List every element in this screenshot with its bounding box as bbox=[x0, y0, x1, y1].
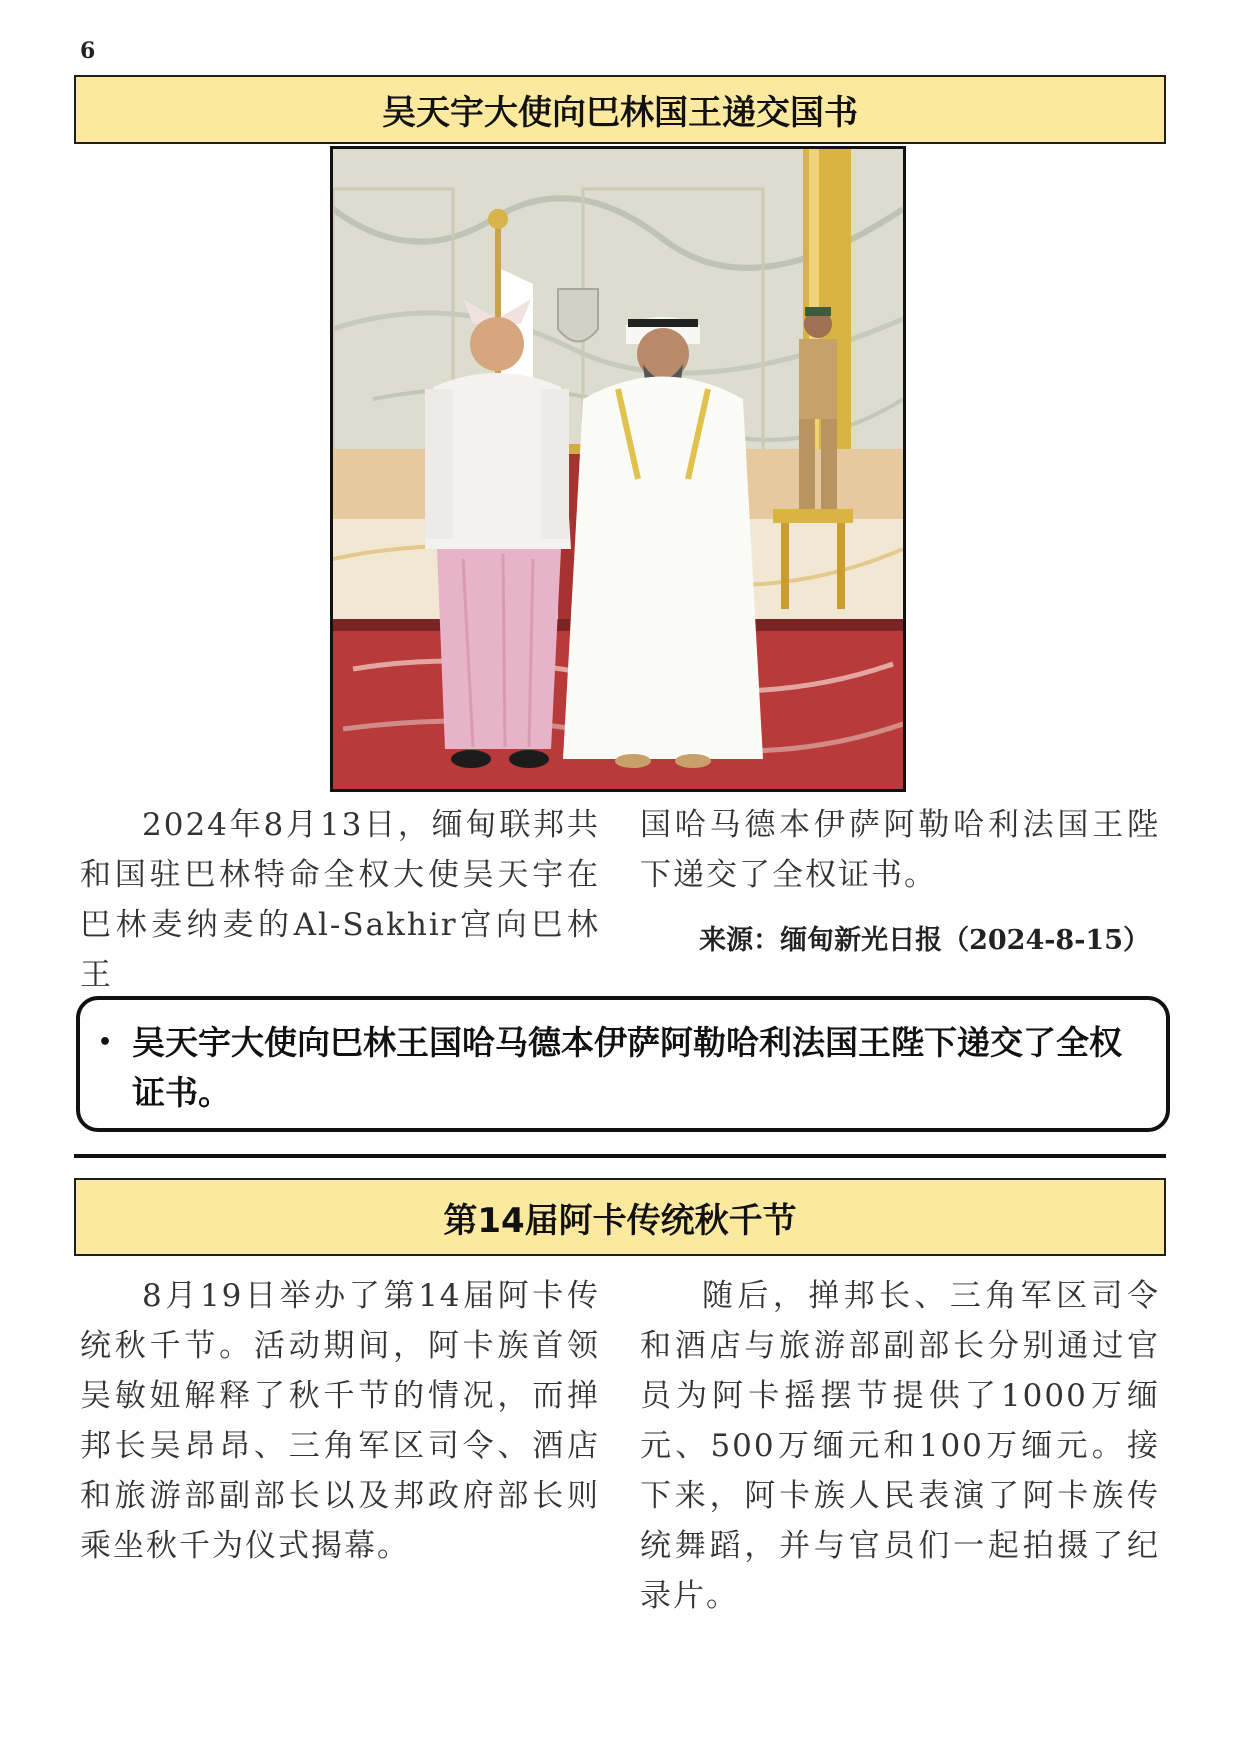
summary-bullet-icon: • bbox=[98, 1030, 113, 1055]
article2-paragraph-right: 随后，掸邦长、三角军区司令和酒店与旅游部副部长分别通过官员为阿卡摇摆节提供了1000万缅元、500万缅元和100万缅元。接下来，阿卡族人民表演了阿卡族传统舞蹈，并与官员们一起拍摄了纪录片。 bbox=[640, 1278, 1160, 1614]
section-divider bbox=[74, 1154, 1166, 1158]
page-number: 6 bbox=[80, 38, 96, 64]
article1-paragraph-left: 2024年8月13日，缅甸联邦共和国驻巴林特命全权大使吴天宇在巴林麦纳麦的Al-Sakhir宫向巴林王 bbox=[80, 807, 600, 993]
article1-paragraph-right: 国哈马德本伊萨阿勒哈利法国王陛下递交了全权证书。 bbox=[640, 807, 1160, 893]
summary-box bbox=[76, 996, 1170, 1132]
article1-body-right bbox=[640, 800, 1160, 900]
article1-headline: 吴天宇大使向巴林国王递交国书 bbox=[74, 75, 1166, 144]
summary-text: 吴天宇大使向巴林王国哈马德本伊萨阿勒哈利法国王陛下递交了全权证书。 bbox=[132, 1023, 1122, 1112]
ceremony-photo-illustration bbox=[333, 149, 903, 789]
article2-body-right bbox=[640, 1271, 1160, 1621]
article2-body-left bbox=[80, 1271, 600, 1571]
article2-headline: 第14届阿卡传统秋千节 bbox=[74, 1178, 1166, 1256]
article1-source: 来源：缅甸新光日报（2024-8-15） bbox=[699, 925, 1150, 956]
article2-paragraph-left: 8月19日举办了第14届阿卡传统秋千节。活动期间，阿卡族首领吴敏妞解释了秋千节的情况，而掸邦长吴昂昂、三角军区司令、酒店和旅游部副部长以及邦政府部长则乘坐秋千为仪式揭幕。 bbox=[80, 1278, 600, 1564]
article1-photo bbox=[330, 146, 906, 792]
article1-body-left bbox=[80, 800, 600, 1000]
